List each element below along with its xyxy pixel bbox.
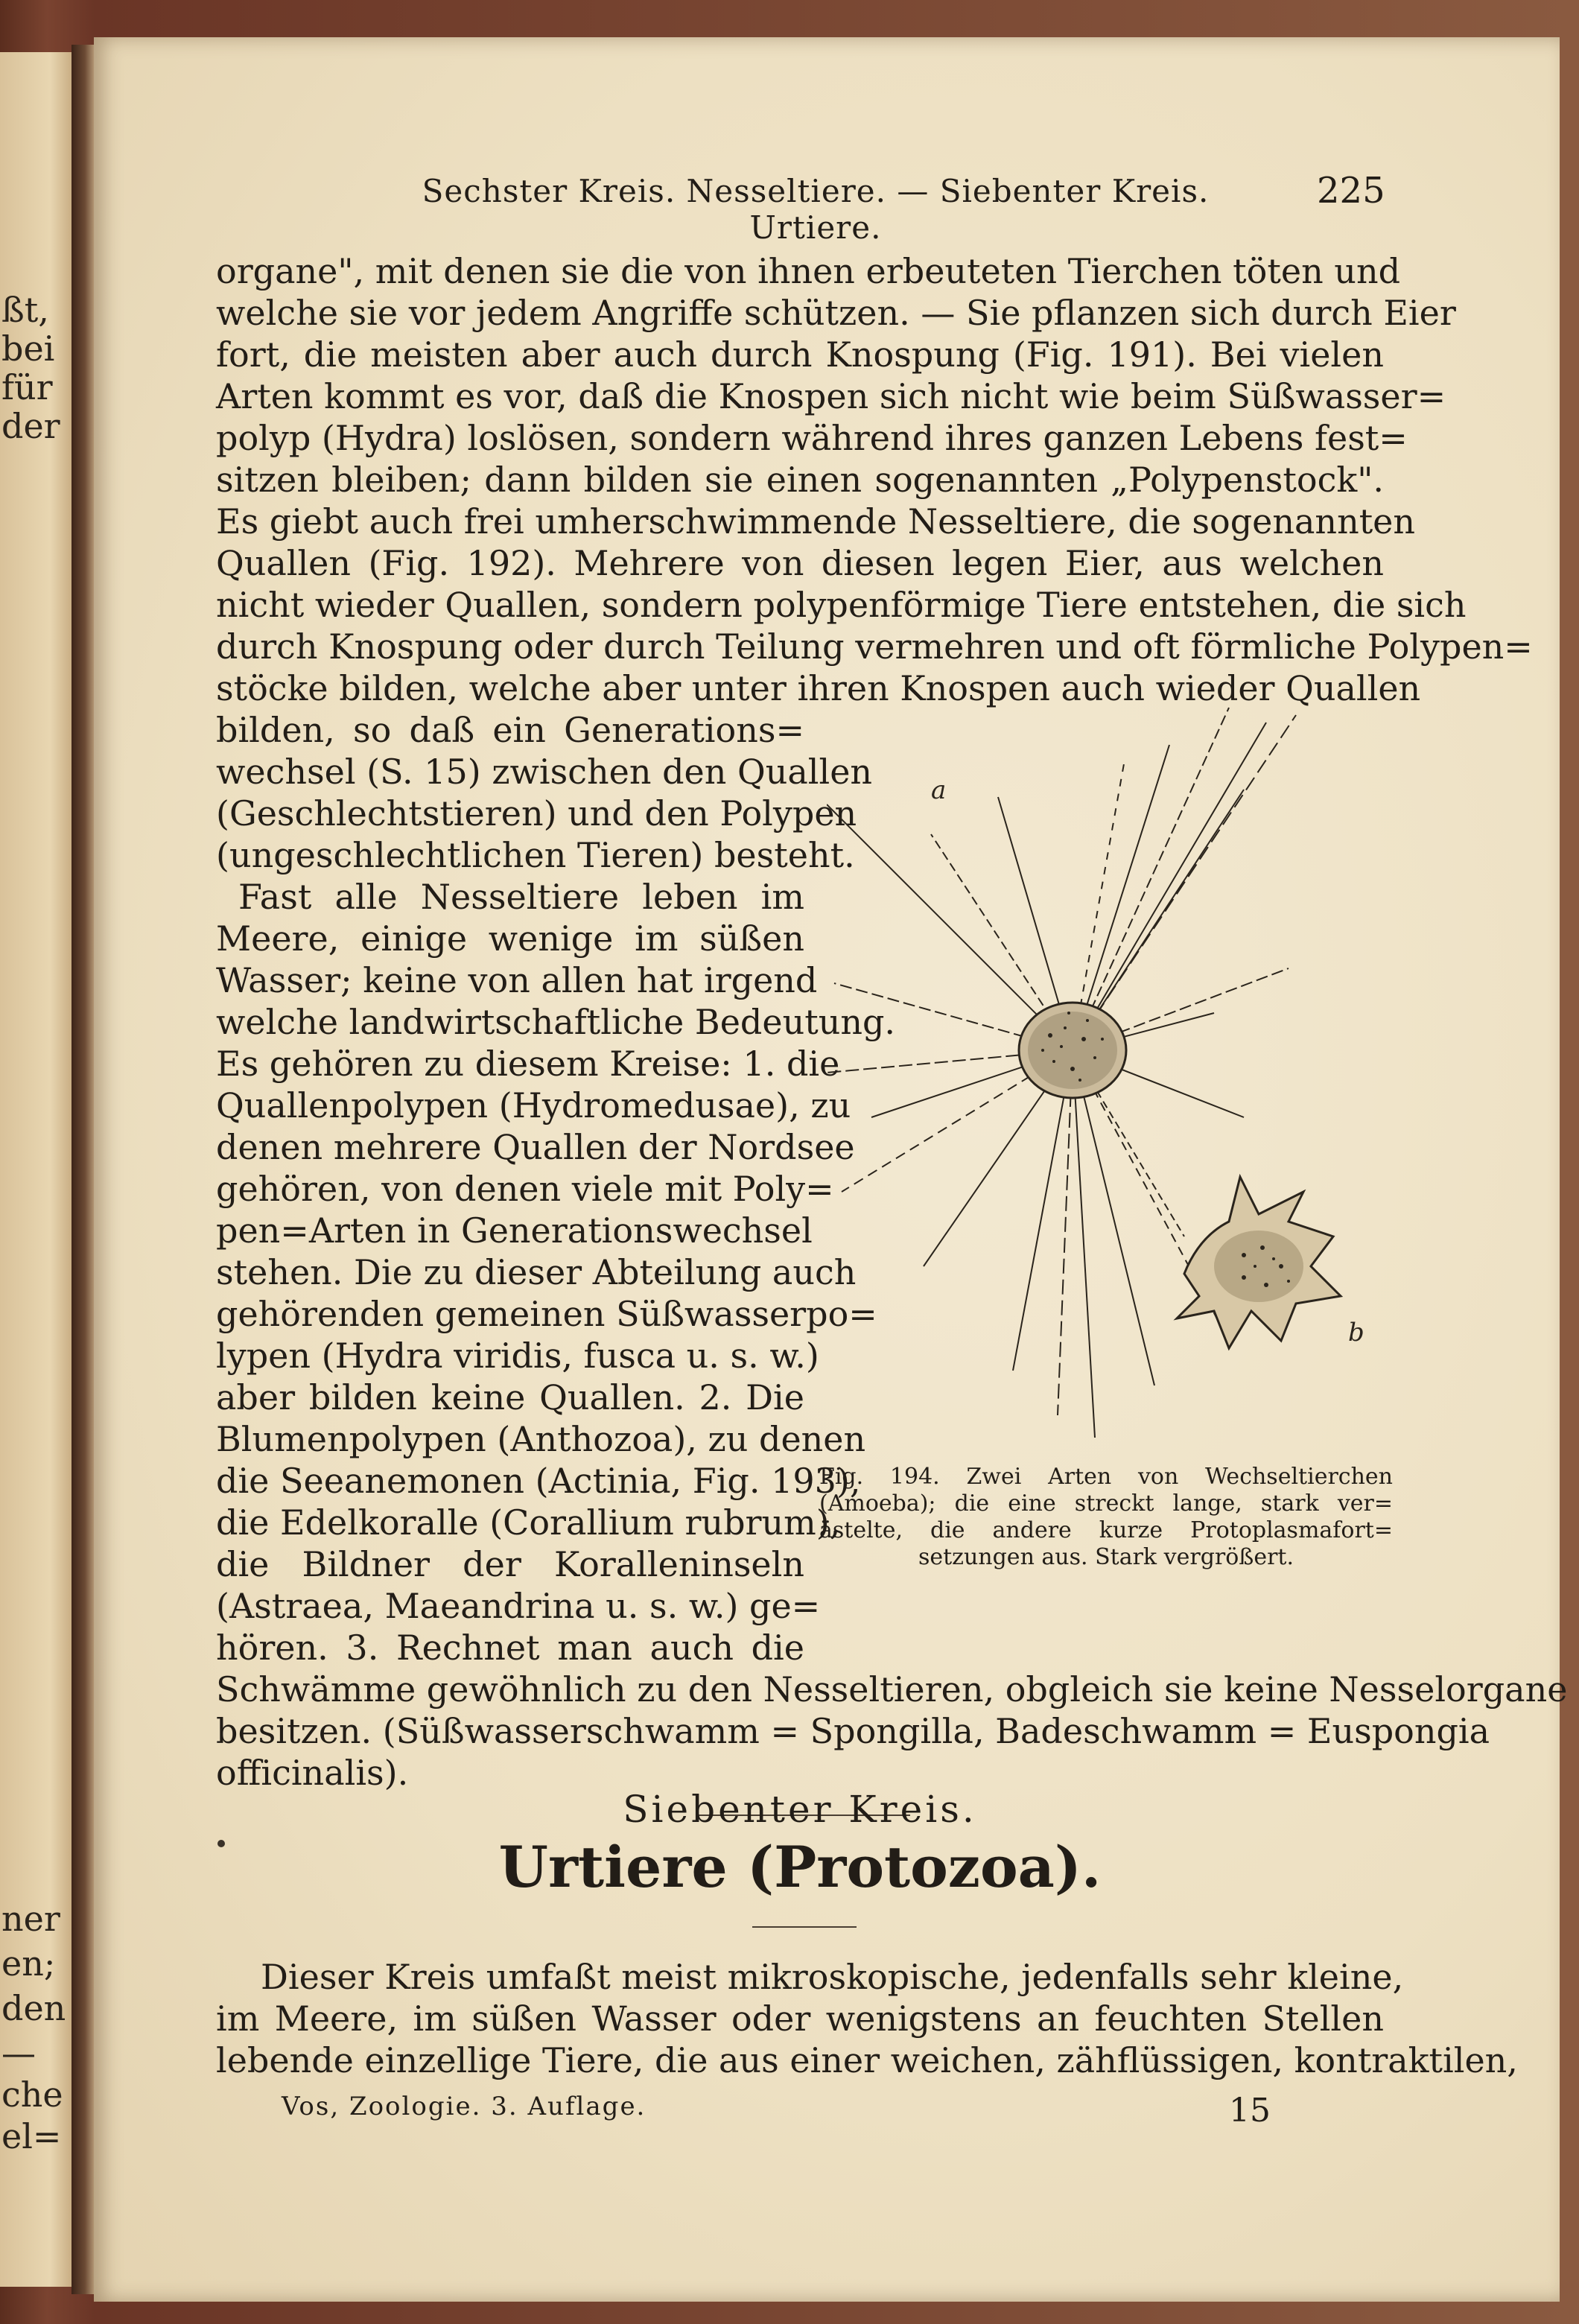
title-rule [752,1926,857,1928]
text-line: hören. 3. Rechnet man auch die [216,1628,804,1668]
text-line: durch Knospung oder durch Teilung vermehren und oft förmliche Polypen= [216,626,1533,667]
text-line: Blumenpolypen (Anthozoa), zu denen [216,1419,866,1459]
text-line: besitzen. (Süßwasserschwamm = Spongilla, Badeschwamm = Euspongia [216,1711,1490,1751]
section-title: Urtiere (Protozoa). [498,1834,1102,1900]
amoeba-a-body [1019,1003,1126,1098]
text-line: lypen (Hydra viridis, fusca u. s. w.) [216,1336,819,1376]
text-line: sitzen bleiben; dann bilden sie einen sogenannten „Polypenstock". [216,460,1384,500]
text-line: stehen. Die zu dieser Abteilung auch [216,1252,857,1292]
book-gutter [72,45,94,2294]
prev-page-fragment: der [1,406,60,446]
amoeba-b-illustration [1177,1177,1341,1348]
text-line: Schwämme gewöhnlich zu den Nesseltieren, obgleich sie keine Nesselorgane [216,1669,1568,1709]
figure-caption [819,1464,1393,1571]
running-head: Sechster Kreis. Nesseltiere. — Siebenter Kreis. Urtiere. [422,173,1210,246]
text-line: Quallen (Fig. 192). Mehrere von diesen legen Eier, aus welchen [216,543,1384,583]
text-line: organe", mit denen sie die von ihnen erbeuteten Tierchen töten und [216,251,1401,291]
prev-page-fragment: en; [1,1943,56,1984]
prev-page-fragment: ßt, [1,290,49,330]
prev-page-fragment: el= [1,2116,62,2156]
amoeba-figure [827,700,1393,1475]
prev-page-fragment: che [1,2074,63,2115]
prev-page-fragment: bei [1,328,55,369]
section-subtitle: Siebenter Kreis. [623,1788,977,1831]
footer-signature: 15 [1229,2092,1271,2130]
text-line: denen mehrere Quallen der Nordsee [216,1127,855,1167]
caption-line: setzungen aus. Stark vergrößert. [918,1544,1294,1570]
previous-page-edge [0,52,74,2287]
text-line: pen=Arten in Generationswechsel [216,1210,813,1251]
text-line: Es giebt auch frei umherschwimmende Nesseltiere, die sogenannten [216,501,1416,542]
prev-page-fragment: — [1,2033,36,2073]
text-line: Wasser; keine von allen hat irgend [216,960,818,1000]
text-line: nicht wieder Quallen, sondern polypenförmige Tiere entstehen, die sich [216,585,1467,625]
text-line: gehörenden gemeinen Süßwasserpo= [216,1294,877,1334]
text-line: Dieser Kreis umfaßt meist mikroskopische, jedenfalls sehr kleine, [261,1957,1404,1997]
text-line: Es gehören zu diesem Kreise: 1. die [216,1044,840,1084]
text-line: die Edelkoralle (Corallium rubrum), [216,1502,841,1543]
figure-label-a: a [931,775,947,805]
text-line: stöcke bilden, welche aber unter ihren Knospen auch wieder Quallen [216,668,1421,708]
prev-page-fragment: ner [1,1899,60,1939]
text-line: Meere, einige wenige im süßen [216,918,804,959]
text-line: gehören, von denen viele mit Poly= [216,1169,834,1209]
text-line: Fast alle Nesseltiere leben im [238,877,804,917]
caption-line: Fig. 194. Zwei Arten von Wechseltierchen [819,1464,1393,1490]
text-line: wechsel (S. 15) zwischen den Quallen [216,752,873,792]
text-line: polyp (Hydra) loslösen, sondern während ihres ganzen Lebens fest= [216,418,1408,458]
text-line: fort, die meisten aber auch durch Knospung (Fig. 191). Bei vielen [216,334,1384,375]
text-line: welche sie vor jedem Angriffe schützen. — Sie pflanzen sich durch Eier [216,293,1456,333]
text-line: im Meere, im süßen Wasser oder wenigstens an feuchten Stellen [216,1998,1384,2039]
text-line: (Geschlechtstieren) und den Polypen [216,793,857,834]
text-line: (Astraea, Maeandrina u. s. w.) ge= [216,1586,821,1626]
figure-label-b: b [1348,1318,1364,1347]
prev-page-fragment: für [1,367,53,407]
text-line: lebende einzellige Tiere, die aus einer weichen, zähflüssigen, kontraktilen, [216,2040,1518,2080]
text-line: officinalis). [216,1753,409,1793]
text-line: Arten kommt es vor, daß die Knospen sich nicht wie beim Süßwasser= [216,376,1446,416]
text-line: (ungeschlechtlichen Tieren) besteht. [216,835,855,875]
text-line: welche landwirtschaftliche Bedeutung. [216,1002,896,1042]
text-line: Quallenpolypen (Hydromedusae), zu [216,1085,851,1126]
footer-book-title: Vos, Zoologie. 3. Auflage. [282,2092,646,2121]
text-line: die Seeanemonen (Actinia, Fig. 193), [216,1461,861,1501]
caption-line: ästelte, die andere kurze Protoplasmafort= [819,1517,1393,1543]
text-line: bilden, so daß ein Generations= [216,710,804,750]
page-number: 225 [1317,170,1385,212]
caption-line: (Amoeba); die eine streckt lange, stark ver= [819,1490,1393,1517]
text-line: die Bildner der Koralleninseln [216,1544,804,1584]
prev-page-fragment: den [1,1988,66,2028]
text-line: aber bilden keine Quallen. 2. Die [216,1377,804,1417]
